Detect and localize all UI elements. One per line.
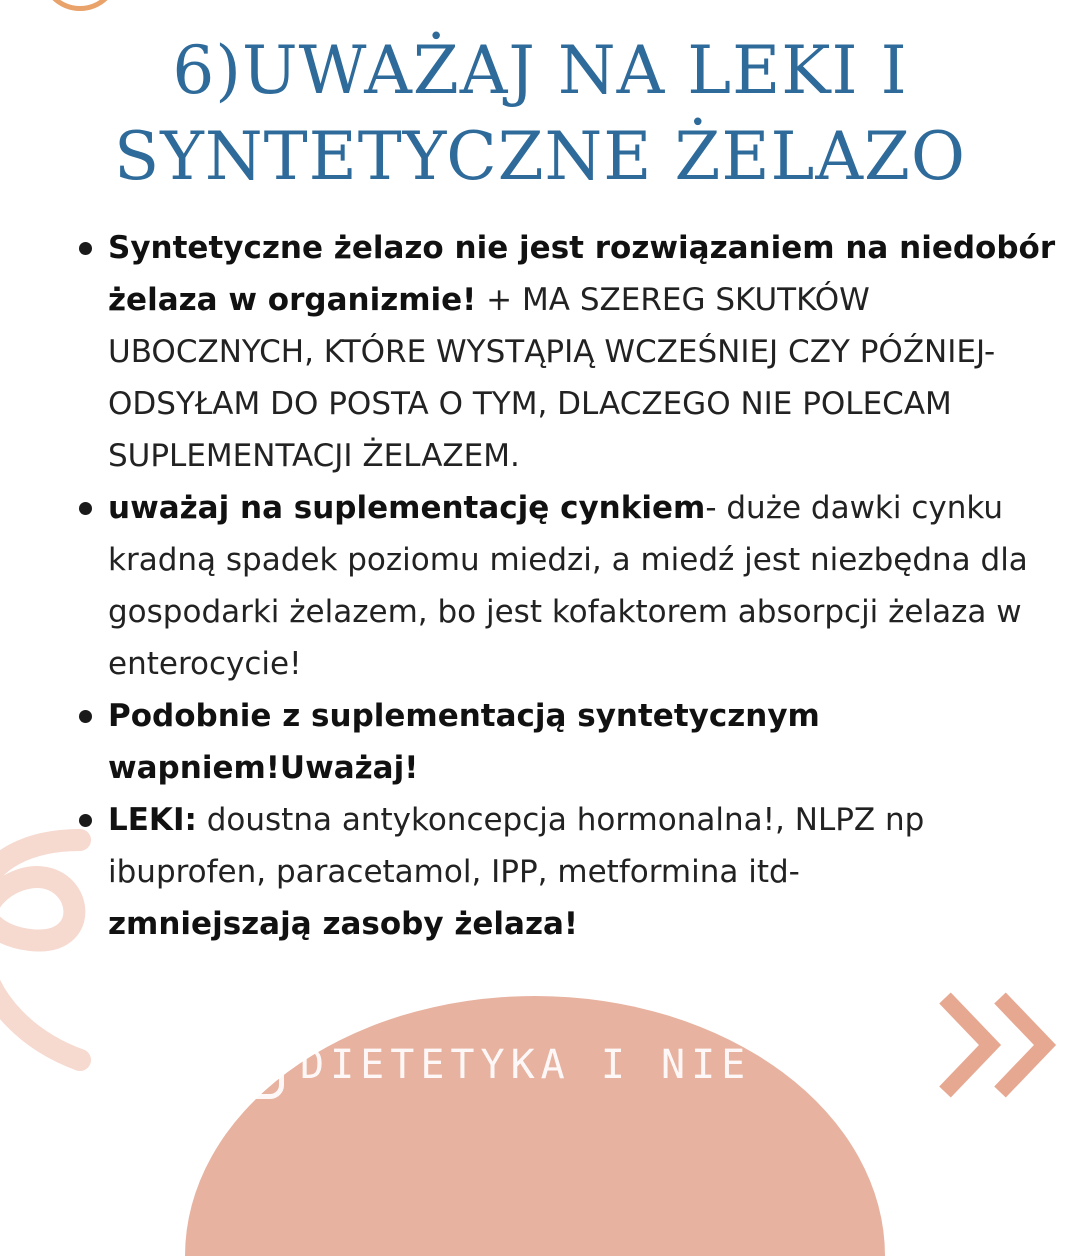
page-title <box>0 28 1080 200</box>
title-line-2: SYNTETYCZNE ŻELAZO <box>114 118 966 195</box>
title-line-1: 6)UWAŻAJ NA LEKI I <box>172 32 908 109</box>
double-chevron-right-icon[interactable] <box>935 990 1075 1100</box>
bullet-4-bold: LEKI: <box>108 802 197 838</box>
list-item <box>70 222 1060 482</box>
list-item <box>70 690 1060 794</box>
list-item <box>70 794 1060 950</box>
bullet-list <box>70 222 1060 950</box>
footer-banner <box>185 996 932 1256</box>
bullet-2-bold: uważaj na suplementację cynkiem <box>108 490 706 526</box>
instagram-icon <box>222 1037 284 1099</box>
decorative-arc-top <box>40 0 120 11</box>
bullet-3-bold: Podobnie z suplementacją syntetycznym wapniem!Uważaj! <box>108 698 820 786</box>
brand-name: DIETETYKA I NIE TYLKO <box>300 1042 932 1088</box>
bullet-4-text: doustna antykoncepcja hormonalna!, NLPZ np ibuprofen, paracetamol, IPP, metformina itd- <box>108 802 925 890</box>
bullet-2-text: - duże dawki cynku kradną spadek poziomu miedzi, a miedź jest niezbędna dla gospodarki żelazem, bo jest kofaktorem absorpcji żelaza w enterocycie! <box>108 490 1028 682</box>
bullet-4-bold-end: zmniejszają zasoby żelaza! <box>108 906 579 942</box>
bullet-1-bold: Syntetyczne żelazo nie jest rozwiązaniem na niedobór żelaza w organizmie! <box>108 230 1056 318</box>
list-item <box>70 482 1060 690</box>
bullet-1-text: + MA SZEREG SKUTKÓW UBOCZNYCH, KTÓRE WYSTĄPIĄ WCZEŚNIEJ CZY PÓŹNIEJ- ODSYŁAM DO POSTA O TYM, DLACZEGO NIE POLECAM SUPLEMENTACJI ŻELAZEM. <box>108 282 996 474</box>
